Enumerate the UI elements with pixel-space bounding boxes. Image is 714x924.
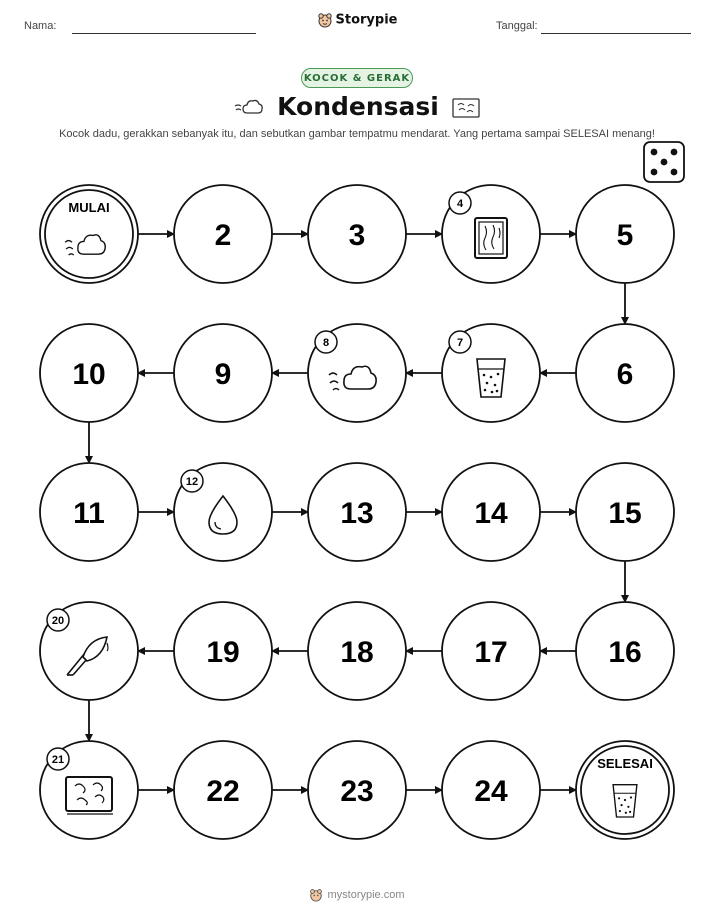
space-number: 19 xyxy=(206,636,240,669)
space-number-badge: 7 xyxy=(456,337,464,349)
board-space-13[interactable] xyxy=(308,463,406,561)
board-spaces xyxy=(40,185,674,839)
board-space-18[interactable] xyxy=(308,602,406,700)
board-space-20[interactable] xyxy=(40,602,138,700)
date-label: Tanggal: xyxy=(496,20,538,32)
space-number: 9 xyxy=(214,358,232,391)
start-label: MULAI xyxy=(68,200,110,215)
storypie-mascot-icon xyxy=(309,888,323,902)
board-space-16[interactable] xyxy=(576,602,674,700)
footer-url: mystorypie.com xyxy=(327,888,405,901)
space-number: 5 xyxy=(616,219,634,252)
title-text: Kondensasi xyxy=(277,92,439,121)
activity-badge: KOCOK & GERAK xyxy=(301,68,413,88)
board-space-4[interactable] xyxy=(442,185,540,283)
foggy-mirror-icon xyxy=(475,218,507,258)
board-space-22[interactable] xyxy=(174,741,272,839)
space-number: 15 xyxy=(608,497,642,530)
space-number: 16 xyxy=(608,636,642,669)
space-number: 3 xyxy=(348,219,366,252)
board-space-7[interactable] xyxy=(442,324,540,422)
board-space-8[interactable] xyxy=(308,324,406,422)
space-number: 18 xyxy=(340,636,374,669)
finish-label: SELESAI xyxy=(597,756,653,771)
board-space-19[interactable] xyxy=(174,602,272,700)
foggy-window-icon xyxy=(66,777,113,814)
instructions: Kocok dadu, gerakkan sebanyak itu, dan sebutkan gambar tempatmu mendarat. Yang pertama sampai SELESAI menang! xyxy=(59,128,655,140)
board-space-12[interactable] xyxy=(174,463,272,561)
board-space-11[interactable] xyxy=(40,463,138,561)
board-space-23[interactable] xyxy=(308,741,406,839)
space-number-badge: 20 xyxy=(51,615,65,627)
board-space-3[interactable] xyxy=(308,185,406,283)
space-number: 2 xyxy=(214,219,232,252)
space-number-badge: 21 xyxy=(51,754,65,766)
start-space[interactable] xyxy=(40,185,138,283)
space-number: 23 xyxy=(340,775,374,808)
dice-five-icon[interactable] xyxy=(644,142,684,182)
space-number: 6 xyxy=(616,358,634,391)
finish-space[interactable] xyxy=(576,741,674,839)
board-space-21[interactable] xyxy=(40,741,138,839)
space-number: 10 xyxy=(72,358,106,391)
space-number: 22 xyxy=(206,775,240,808)
board-space-6[interactable] xyxy=(576,324,674,422)
space-number-badge: 12 xyxy=(185,476,199,488)
board-space-10[interactable] xyxy=(40,324,138,422)
board-space-24[interactable] xyxy=(442,741,540,839)
board-space-5[interactable] xyxy=(576,185,674,283)
board-space-14[interactable] xyxy=(442,463,540,561)
brand-name: Storypie xyxy=(335,12,398,28)
space-number: 24 xyxy=(474,775,508,808)
board-space-9[interactable] xyxy=(174,324,272,422)
space-number: 14 xyxy=(474,497,508,530)
board-space-17[interactable] xyxy=(442,602,540,700)
board-space-2[interactable] xyxy=(174,185,272,283)
space-number: 13 xyxy=(340,497,374,530)
space-number: 11 xyxy=(73,497,105,530)
page-footer xyxy=(0,888,714,902)
cold-glass-icon xyxy=(613,785,637,817)
space-number-badge: 4 xyxy=(456,198,464,210)
name-label: Nama: xyxy=(24,20,57,32)
space-number-badge: 8 xyxy=(322,337,330,349)
cold-glass-icon xyxy=(477,359,505,397)
space-number: 17 xyxy=(474,636,508,669)
board-space-15[interactable] xyxy=(576,463,674,561)
